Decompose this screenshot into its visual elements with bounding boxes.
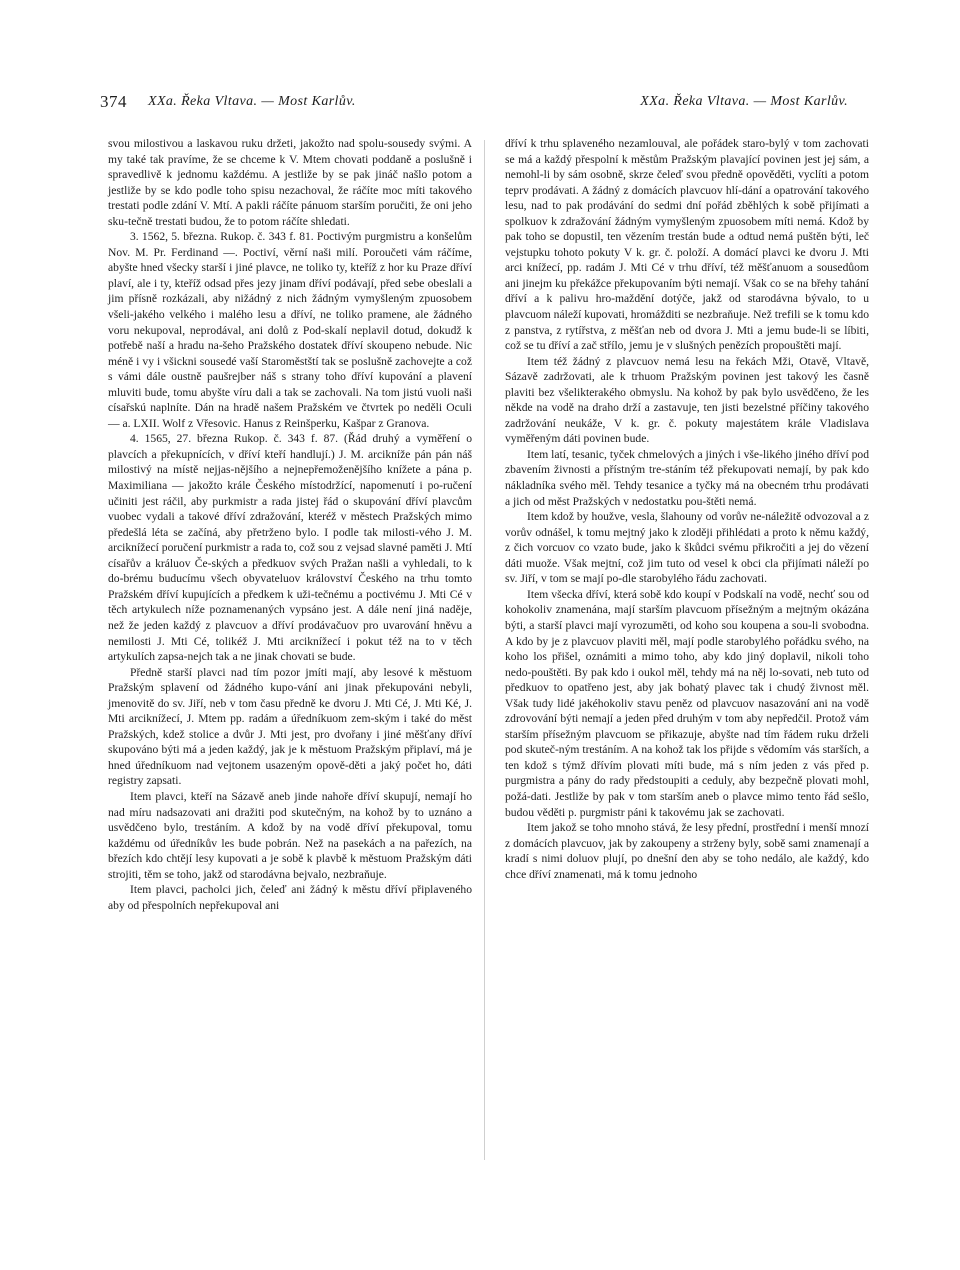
paragraph: Item též žádný z plavcuov nemá lesu na řekách Mži, Otavě, Vltavě, Sázavě zadržovati, ale k trhuom Pražským povinen jest takový les časně plaviti bez všelikterakého obmyslu. Na kohož by pak bylo usvědčeno, že les někde na vodě na draho drží a zastavuje, ten jisti bezelstné příčiny takového zadržování neukáže, V k. gr. č. pokuty majestátem krále Vladislava vyměřeným dáti povinen bude. bbox=[505, 354, 869, 446]
paragraph: Item kdož by houžve, vesla, šlahouny od vorův ne-náležitě odvozoval a z vorův odnášel, k tomu mejtný jako k zloději přihlédati a proto k němu každý, z čich vorcuov co vzato bude, jako k škůdci svému přikročiti a jej do vězení dáti muože. Však mejtní, což jim tuto od vesel k obci cla přijímati náleží po sv. Jiří, v tom se mají po-dle starobylého řádu zachovati. bbox=[505, 510, 869, 586]
paragraph: Item jakož se toho mnoho stává, že lesy přední, prostřední i menší mnozí z domácích plavcuov, jak by zakoupeny a strženy byly, sobě sami znamenají a kradí s nimi doluov plují, po dnešní den aby se toho nedálo, ale každý, kdo chce dříví znamenati, má k tomu jednoho bbox=[505, 821, 869, 881]
right-column bbox=[505, 136, 869, 882]
paragraph: Item plavci, pacholci jich, čeleď ani žádný k městu dříví připlaveného aby od přespolních nepřekupoval ani bbox=[108, 883, 472, 912]
paragraph: Předně starší plavci nad tím pozor jmíti mají, aby lesové k městuom Pražským splavení od žádného kupo-vání ani jinak překupováni nebyli, jmenovitě do sv. Jiří, neb v tom času předně ke dvoru J. Mti Cé, J. Mti Ké, J. Mti arciknížecí, J. Mtem pp. radám a úředníkuom zem-ským i také do měst Pražských, kdež stolice a dvůr J. Mti jest, pro dvořany i jiné měšťany dříví skupováno býti má a jeden každý, jak je k městuom Pražským připlaví, má je hned úředníkuom nad vejtonem usazeným opově-děti a jaký počet ho, dáti registry zapsati. bbox=[108, 665, 472, 788]
paragraph: Item všecka dříví, která sobě kdo koupí v Podskalí na vodě, nechť sou od kohokoliv znamenána, mají starším plavcuom přísežným a mejtným okázána býti, a starší plavci mají vyrozuměti, od koho sou koupena a sou-li svobodna. A kdo by je z plavcuov plaviti měl, mají podle starobylého pořádku svého, na koho los přišel, oznámiti a mimo toho, aby kdo jiný doplavil, nikoli toho nedo-pouštěti. By pak kdo i oukol měl, tehdy má na něj lo-sovati, neb tuto od předkuov to opatřeno jest, aby jak bohatý plavec tak i chudý živnost měl. Však tudy lidé jakéhokoliv stavu peněz od plavcuov nasazování ani na vodě zdrovování býti nemají a jeden před druhým v tom aby nepředčil. Protož vám starším přísežným plavcuom se přikazuje, abyšte nad tím řádem ruku drželi pod skuteč-ným trestáním. A na kohož tak los přijde s vědomím vás starších, a ten kdož s týmž dřívím plovati míti bude, má s ním jeden z vás před p. purgmistra a pány do rady předstoupiti a ceduly, aby bezpečně plovati mohl, požá-dati. Jestliže by pak v tom starším aneb o plavce mimo tento řád sešlo, budou věděti p. purgmistr páni k takovému jak se zachovati. bbox=[505, 587, 869, 819]
running-head-left: XXa. Řeka Vltava. — Most Karlův. bbox=[148, 94, 356, 109]
running-head-right: XXa. Řeka Vltava. — Most Karlův. bbox=[640, 94, 848, 109]
paragraph: dříví k trhu splaveného nezamlouval, ale pořádek staro-bylý v tom zachovati se má a každý přespolní k městům Pražským plavající povinen jest jej sám, a nemohl-li by sám osobně, skrze čeleď svou předně opověděti, vyclíti a potom teprv prodávati. A žádný z domácích plavcuov hlí-dání a opatrování takového lesu, nad to pak prodávání do sedmi dní pořád zběhlých k sobě přijímati a spolkuov k zdražování žádným vymyšleným zpuosobem míti nemá. Kdož by pak toho se dopustil, ten vězením trestán bude a odtud nemá puštěn býti, leč vejstupku tohoto pokuty V k. gr. č. položí. A domácí plavci ke dvoru J. Mti arci knížecí, pp. radám J. Mti Cé v trhu dříví, též měšťanuom a sousedůom ani jinejm ku překážce překupovaním býti nemají. Však co se na břehy tahání dříví a k palivu hro-maždění dotýče, jakž od starodávna bývalo, to u plavcuom náleží kupovati, hromážditi se nezbraňuje. Než trefili se k tomu kdo z panstva, z rytířstva, z měšťan neb od dvora J. Mti a jemu bude-li se líbiti, což se tu dříví a zač střílo, jemu je v slušných penězích propouštěti mají. bbox=[505, 137, 869, 353]
page-header bbox=[100, 92, 860, 116]
paragraph: 3. 1562, 5. března. Rukop. č. 343 f. 81. Poctivým purgmistru a konšelům Nov. M. Pr. Ferdinand —. Poctiví, věrní naši milí. Poroučeti vám ráčíme, abyšte hned všecky starší i jiné plavce, ne toliko ty, kteříž z hor ku Praze dříví plaví, ale i ty, kteříž odsad přes jezy jinam dříví podávají, před sebe obeslali a jim přísně rozkázali, aby nižádný z nich žádným vymyšleným zpuosobem všeli-jakého velkého i malého lesu a dříví, ne toliko pramene, ale žádného voru nekupoval, neprodával, ani dolů z Pod-skalí neplavil dotud, dokudž k potřebě naší a hradu na-šeho Pražského dostatek dříví skoupeno nebude. Nic méně i vy i všickni sousedé vaší Staroměstští tak se poslušně zachovejte a což s vámi dále oustně paušrejber náš s strany toho dříví kupování a plavení mluviti bude, tomu abyšte víru dali a tak se zachovali. Na tom jistú vuoli naši císařskú naplníte. Dán na hradě našem Pražském ve čtvrtek po neděli Oculi — a. LXII. Wolf z Vřesovic. Hanus z Reinšperku, Kašpar z Granova. bbox=[108, 230, 472, 430]
paragraph: Item plavci, kteří na Sázavě aneb jinde nahoře dříví skupují, nemají ho nad míru nadsazovati ani dražiti pod skutečným, na kohož by to uznáno a usvědčeno bylo, trestáním. A kdož by na vodě dříví překupoval, tomu každému od úředníkův les bude pobrán. Než na pasekách a na pařezích, na březích kdo chtějí lesy kupovati a je sobě k plavbě k městuom Pražským dáti strojiti, těm se toho, jakž od starodávna bejvalo, nezbraňuje. bbox=[108, 789, 472, 881]
column-divider bbox=[484, 140, 485, 1160]
page-number: 374 bbox=[100, 92, 127, 111]
paragraph: svou milostivou a laskavou ruku držeti, jakožto nad spolu-sousedy svými. A my také tak pravíme, že se chceme k V. Mtem chovati poddaně a poslušně i spravedlivě k jednomu každému. A jestliže by se pak jináč našlo potom a jestliže by se kdo podle toho spisu nezachoval, že ráčíte moc míti takového trestati podle zdání V. Mtí. A pakli ráčíte pánuom starším poručiti, že oni jeho sku-tečně trestati budou, že to potom ráčíte shledati. bbox=[108, 137, 472, 228]
paragraph: Item latí, tesanic, tyček chmelových a jiných i vše-likého jiného dříví pod zbavením živnosti a přístným tre-stáním též překupovati nemají, by pak kdo nákladníka svého měl. Tehdy tesanice a tyčky má na obecném trhu prodávati a jich od měst Pražských v nedostatku pou-štěti nemá. bbox=[505, 447, 869, 508]
paragraph: 4. 1565, 27. března Rukop. č. 343 f. 87. (Řád druhý a vyměření o plavcích a překupnících, v dříví kteří handlují.) J. M. arcikníže pán pán náš milostivý na místě nejjas-nějšího a nejnepřemoženějšího knížete a pána p. Maximiliana — jakožto krále Českého místodržící, napomenutí i po-ručení učiniti jest ráčil, aby purkmistr a rada jistej řád o skupování dříví plavcům vuobec vydali a takové dříví zdražování, kteréž v městech Pražských mimo předešlá léta se začíná, aby přetrženo bylo. I podle tak milosti-vého J. M. arciknížecí poručení purkmistr a rada to, což sou z vejsad slavné paměti J. Mtí císařův a králuov Če-ských a předkuov svých Pražan našli a vyhledali, to k do-brému buducímu všech obyvateluov království Českého na trhu tomto Pražském dříví kupujících a předkem k uži-tečnému a poctivému J. Mti Cé v těch artykulech níže poznamenaných vypsáno jest. A dále není jiná naděje, než že jeden každý z plavcuov a dříví prodávačuov pro uvarování hněvu a nemilosti J. Mti Cé, tolikéž J. Mti arciknížecí i pokut též na to v těch artykulích zapsa-nejch tak a ne jinak chovati se bude. bbox=[108, 432, 472, 664]
left-column bbox=[108, 136, 472, 913]
